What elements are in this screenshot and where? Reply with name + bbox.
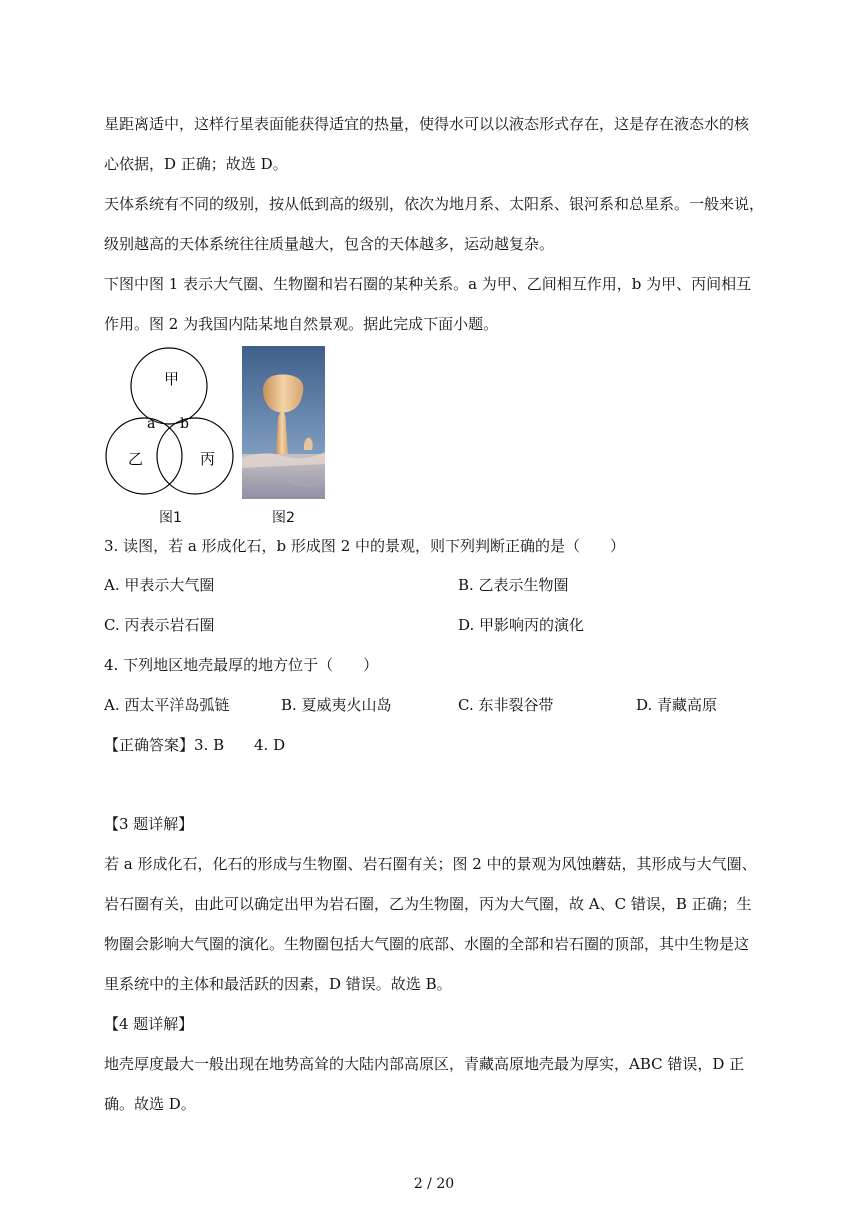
explain-3-title: 【3 题详解】 xyxy=(104,815,194,833)
explain-3-line: 若 a 形成化石，化石的形成与生物圈、岩石圈有关；图 2 中的景观为风蚀蘑菇，其形成与大气圈、 xyxy=(104,855,757,873)
answer-q3: 3. B xyxy=(194,736,225,754)
figure-area xyxy=(104,344,344,526)
venn-label-a: a xyxy=(147,416,156,432)
option-c: C. 丙表示岩石圈 xyxy=(104,616,215,634)
mushroom-rock-image xyxy=(242,346,325,499)
paragraph-line: 心依据，D 正确；故选 D。 xyxy=(104,155,288,173)
figure-caption-1: 图1 xyxy=(159,510,182,526)
option-c: C. 东非裂谷带 xyxy=(458,696,554,714)
venn-circle-right xyxy=(157,418,233,494)
question-4-options-row xyxy=(104,695,764,715)
venn-diagram xyxy=(104,344,240,504)
mushroom-rock-photo xyxy=(242,346,325,499)
option-b: B. 乙表示生物圈 xyxy=(458,576,569,594)
question-3-options-row-1 xyxy=(104,575,764,595)
figure-caption-2: 图2 xyxy=(272,510,295,526)
explain-4-line: 地壳厚度最大一般出现在地势高耸的大陆内部高原区，青藏高原地壳最为厚实，ABC 错误，D 正 xyxy=(104,1055,745,1073)
page-number: 2 / 20 xyxy=(413,1176,455,1192)
paragraph-line: 星距离适中，这样行星表面能获得适宜的热量，使得水可以以液态形式存在，这是存在液态水的核 xyxy=(104,115,750,133)
option-b: B. 夏威夷火山岛 xyxy=(281,696,392,714)
venn-label-b: b xyxy=(180,416,189,432)
option-d: D. 青藏高原 xyxy=(636,696,718,714)
explain-4-title: 【4 题详解】 xyxy=(104,1015,194,1033)
explain-4-line: 确。故选 D。 xyxy=(104,1095,196,1113)
option-a: A. 西太平洋岛弧链 xyxy=(104,696,230,714)
venn-label-top: 甲 xyxy=(164,370,180,388)
paragraph-line: 天体系统有不同的级别，按从低到高的级别，依次为地月系、太阳系、银河系和总星系。一般来说， xyxy=(104,195,765,213)
paragraph-line: 下图中图 1 表示大气圈、生物圈和岩石圈的某种关系。a 为甲、乙间相互作用，b 为甲、丙间相互 xyxy=(104,275,752,293)
question-3-stem: 3. 读图，若 a 形成化石，b 形成图 2 中的景观，则下列判断正确的是（ ） xyxy=(104,537,626,555)
answer-label: 【正确答案】 xyxy=(104,736,195,754)
answer-q4: 4. D xyxy=(254,736,286,754)
question-4-stem: 4. 下列地区地壳最厚的地方位于（ ） xyxy=(104,656,379,674)
question-3-options-row-2 xyxy=(104,615,764,635)
explain-3-line: 岩石圈有关，由此可以确定出甲为岩石圈，乙为生物圈，丙为大气圈，故 A、C 错误，B 正确；生 xyxy=(104,895,752,913)
venn-label-right: 丙 xyxy=(200,450,216,468)
explain-3-line: 里系统中的主体和最活跃的因素，D 错误。故选 B。 xyxy=(104,975,452,993)
venn-circle-left xyxy=(106,418,182,494)
answer-row xyxy=(104,735,764,755)
option-a: A. 甲表示大气圈 xyxy=(104,576,215,594)
option-d: D. 甲影响丙的演化 xyxy=(458,616,585,634)
paragraph-line: 作用。图 2 为我国内陆某地自然景观。据此完成下面小题。 xyxy=(104,315,499,333)
venn-label-left: 乙 xyxy=(128,450,144,468)
paragraph-line: 级别越高的天体系统往往质量越大，包含的天体越多，运动越复杂。 xyxy=(104,235,555,253)
explain-3-line: 物圈会影响大气圈的演化。生物圈包括大气圈的底部、水圈的全部和岩石圈的顶部，其中生物是这 xyxy=(104,935,750,953)
